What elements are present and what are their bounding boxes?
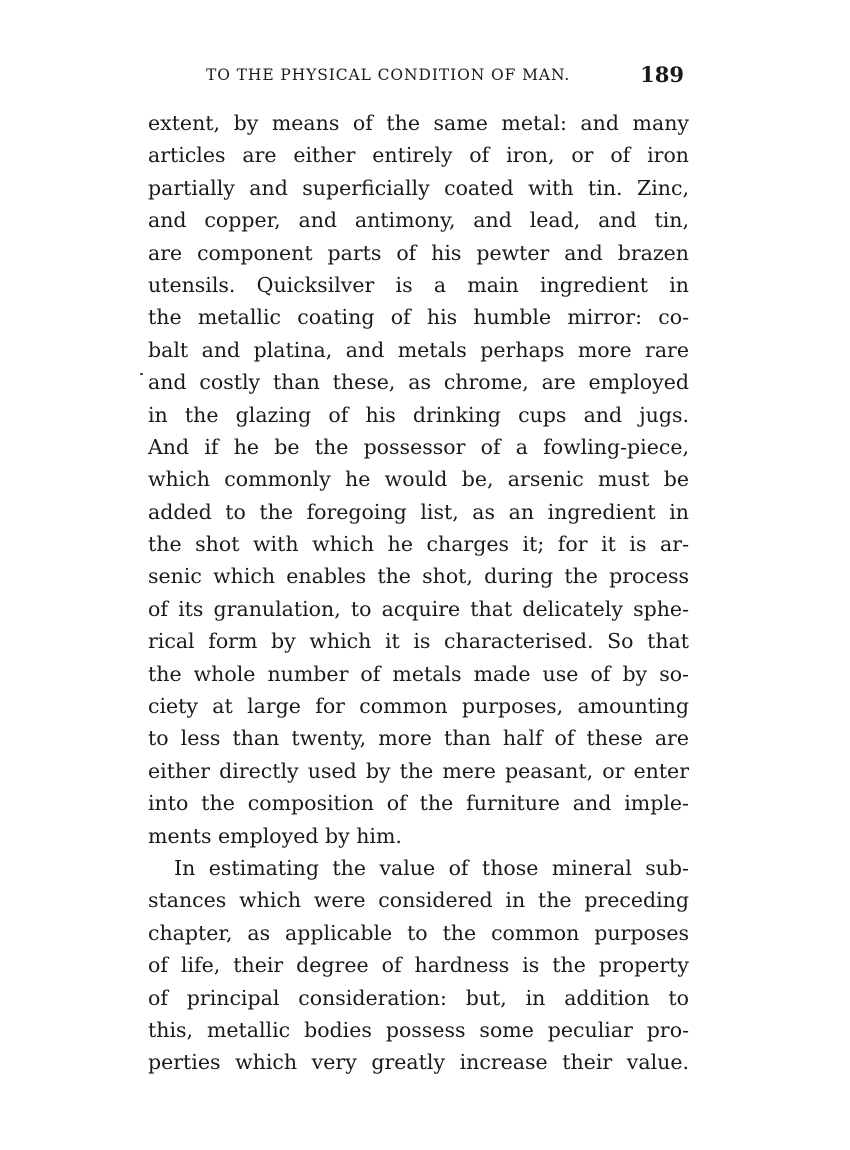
text-line: which commonly he would be, arsenic must be bbox=[148, 467, 689, 492]
text-line: this, metallic bodies possess some peculiar pro- bbox=[148, 1017, 689, 1042]
text-line: And if he be the possessor of a fowling-piece, bbox=[148, 434, 689, 459]
text-line: senic which enables the shot, during the process bbox=[148, 564, 689, 589]
text-line: either directly used by the mere peasant, or enter bbox=[148, 758, 689, 783]
text-line: extent, by means of the same metal: and many bbox=[148, 111, 689, 135]
text-line: into the composition of the furniture and imple- bbox=[148, 791, 689, 816]
text-line: ciety at large for common purposes, amounting bbox=[148, 694, 689, 719]
page-number: 189 bbox=[640, 62, 684, 87]
text-line: the shot with which he charges it; for it is ar- bbox=[148, 532, 689, 557]
text-line: the metallic coating of his humble mirror: co- bbox=[148, 305, 689, 330]
text-line: added to the foregoing list, as an ingredient in bbox=[148, 499, 689, 524]
paragraph-1 bbox=[148, 107, 689, 852]
running-title: TO THE PHYSICAL CONDITION OF MAN. bbox=[206, 66, 571, 84]
text-line: articles are either entirely of iron, or of iron bbox=[148, 143, 689, 168]
text-line: utensils. Quicksilver is a main ingredient in bbox=[148, 272, 689, 297]
text-line: are component parts of his pewter and brazen bbox=[148, 240, 689, 265]
text-line: rical form by which it is characterised. So that bbox=[148, 629, 689, 654]
text-line: of life, their degree of hardness is the property bbox=[148, 953, 689, 978]
body-text bbox=[148, 107, 689, 1079]
text-line: chapter, as applicable to the common purposes bbox=[148, 920, 689, 945]
text-line: partially and superficially coated with tin. Zinc, bbox=[148, 175, 689, 200]
running-head bbox=[148, 62, 688, 92]
text-line: of principal consideration: but, in addition to bbox=[148, 985, 689, 1010]
text-line: balt and platina, and metals perhaps more rare bbox=[148, 337, 689, 362]
text-line: and copper, and antimony, and lead, and tin, bbox=[148, 208, 689, 233]
margin-mark bbox=[140, 373, 143, 375]
text-line: stances which were considered in the preceding bbox=[148, 888, 689, 913]
text-line: of its granulation, to acquire that delicately sphe- bbox=[148, 596, 689, 621]
text-line: perties which very greatly increase their value. bbox=[148, 1050, 689, 1075]
text-line: in the glazing of his drinking cups and jugs. bbox=[148, 402, 689, 427]
text-line: ments employed by him. bbox=[148, 823, 402, 848]
text-line: In estimating the value of those mineral sub- bbox=[174, 855, 689, 880]
text-line: and costly than these, as chrome, are employed bbox=[148, 370, 689, 395]
text-line: the whole number of metals made use of by so- bbox=[148, 661, 689, 686]
text-line: to less than twenty, more than half of these are bbox=[148, 726, 689, 751]
paragraph-2 bbox=[148, 852, 689, 1079]
